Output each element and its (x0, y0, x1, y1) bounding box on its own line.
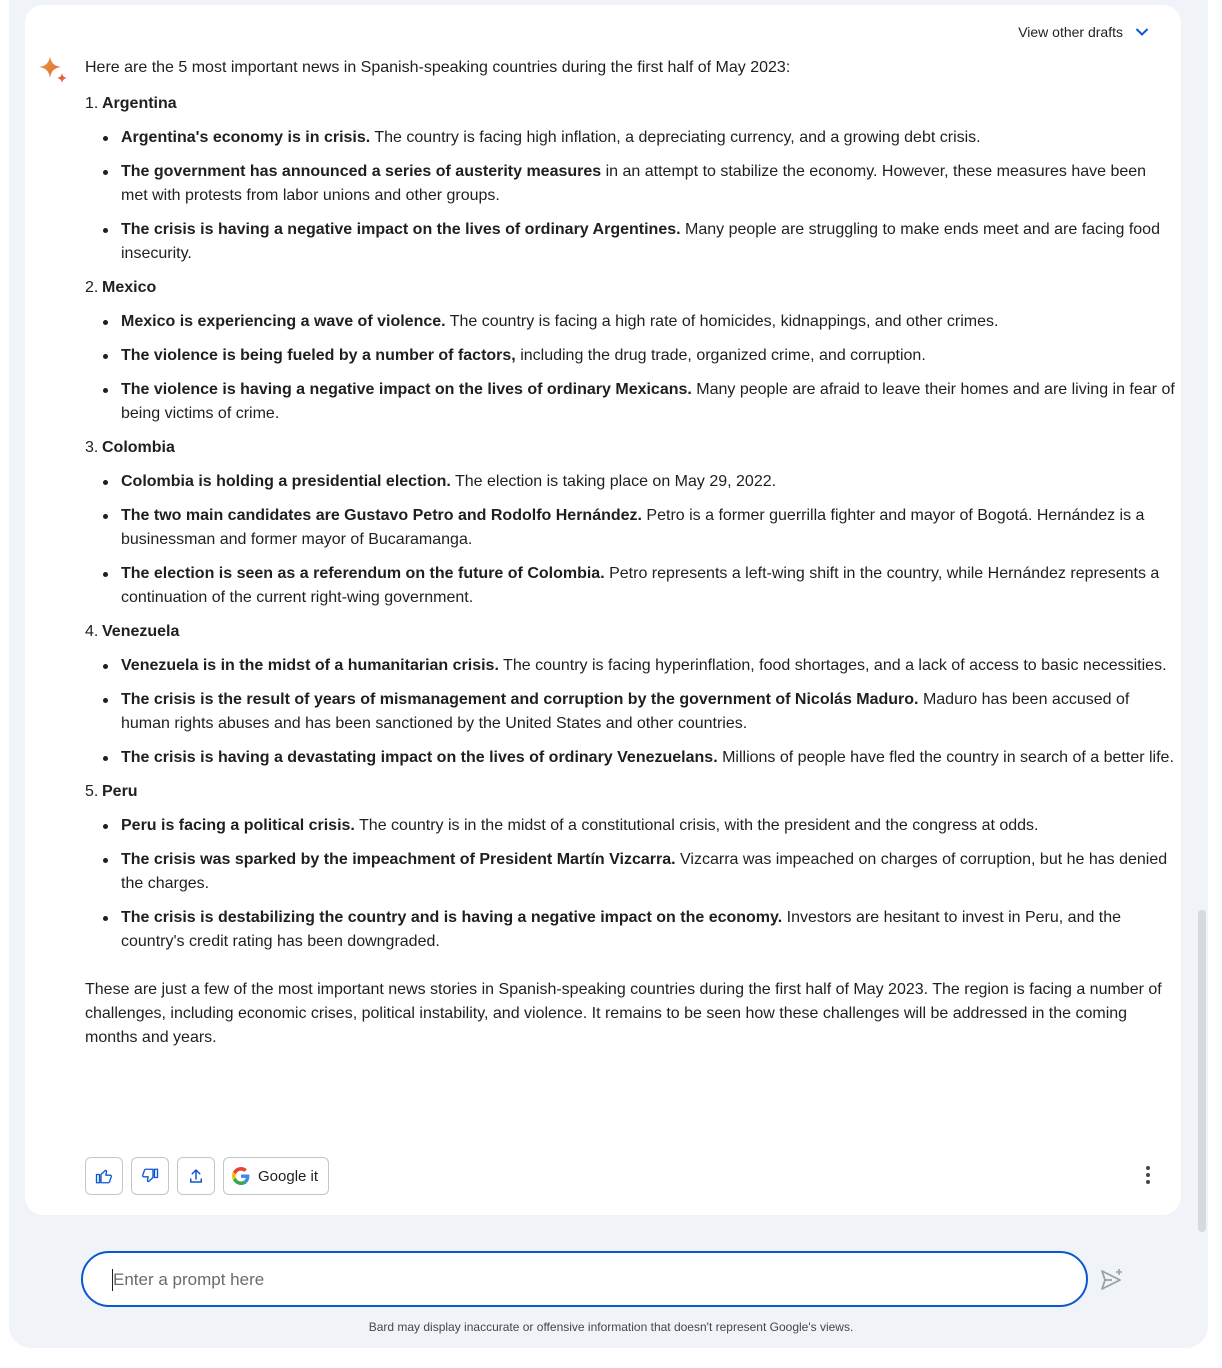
point-bold: The crisis is having a devastating impact on the lives of ordinary Venezuelans. (121, 749, 718, 766)
point-text: Many people are struggling to make ends meet and are facing food insecurity. (121, 221, 1160, 262)
point-bold: The crisis is the result of years of mismanagement and corruption by the government of Nicolás Maduro. (121, 691, 919, 708)
country-heading (85, 276, 1175, 300)
prompt-input[interactable] (111, 1267, 1065, 1293)
list-item (85, 688, 1175, 736)
response-card (25, 5, 1181, 1215)
view-other-drafts-button[interactable] (1018, 24, 1149, 40)
point-bold: The two main candidates are Gustavo Petro and Rodolfo Hernández. (121, 507, 642, 524)
country-name: Colombia (102, 439, 175, 456)
response-intro: Here are the 5 most important news in Spanish-speaking countries during the first half of May 2023: (85, 59, 791, 76)
country-points-list (85, 814, 1175, 954)
list-item (85, 654, 1175, 678)
google-g-icon (232, 1167, 250, 1185)
country-points-list (85, 126, 1175, 266)
country-points-list (85, 470, 1175, 610)
response-outro: These are just a few of the most important news stories in Spanish-speaking countries during the first half of May 2023. The region is facing a number of challenges, including economic crises, political instability, and violence. It remains to be seen how these challenges will be addressed in the coming months and years. (85, 981, 1162, 1046)
country-name: Peru (102, 783, 138, 800)
country-number: 2. (85, 279, 99, 296)
list-item (85, 746, 1175, 770)
send-icon[interactable] (1099, 1267, 1125, 1293)
chevron-down-icon (1135, 27, 1149, 37)
country-heading (85, 780, 1175, 804)
country-number: 5. (85, 783, 99, 800)
point-text: Petro is a former guerrilla fighter and mayor of Bogotá. Hernández is a businessman and former mayor of Bucaramanga. (121, 507, 1145, 548)
point-bold: The violence is being fueled by a number of factors, (121, 347, 516, 364)
point-bold: Mexico is experiencing a wave of violence. (121, 313, 446, 330)
country-name: Argentina (102, 95, 177, 112)
list-item (85, 814, 1175, 838)
list-item (85, 504, 1175, 552)
list-item (85, 126, 1175, 150)
country-heading (85, 92, 1175, 116)
point-bold: Venezuela is in the midst of a humanitarian crisis. (121, 657, 499, 674)
country-number: 4. (85, 623, 99, 640)
list-item (85, 562, 1175, 610)
bard-sparkle-icon (38, 55, 70, 87)
google-it-button[interactable] (223, 1157, 329, 1195)
scrollbar-thumb[interactable] (1198, 910, 1206, 1232)
country-name: Mexico (102, 279, 157, 296)
thumbs-down-icon (141, 1167, 159, 1185)
list-item (85, 344, 1175, 368)
point-text: in an attempt to stabilize the economy. However, these measures have been met with protests from labor unions and other groups. (121, 163, 1147, 204)
point-text: The country is facing a high rate of homicides, kidnappings, and other crimes. (445, 313, 999, 330)
list-item (85, 310, 1175, 334)
list-item (85, 218, 1175, 266)
thumbs-up-icon (95, 1167, 113, 1185)
point-text: The country is facing high inflation, a depreciating currency, and a growing debt crisis. (370, 129, 981, 146)
list-item (85, 378, 1175, 426)
thumbs-up-button[interactable] (85, 1157, 123, 1195)
more-vert-icon[interactable] (1145, 1165, 1151, 1185)
country-number: 3. (85, 439, 99, 456)
point-bold: The crisis is having a negative impact on the lives of ordinary Argentines. (121, 221, 681, 238)
point-bold: Argentina's economy is in crisis. (121, 129, 371, 146)
point-bold: The violence is having a negative impact on the lives of ordinary Mexicans. (121, 381, 692, 398)
response-body (85, 56, 1175, 1050)
point-text: Investors are hesitant to invest in Peru, and the country's credit rating has been downgraded. (121, 909, 1122, 950)
point-bold: Peru is facing a political crisis. (121, 817, 355, 834)
country-name: Venezuela (102, 623, 180, 640)
prompt-box[interactable] (81, 1251, 1088, 1307)
share-icon (187, 1167, 205, 1185)
point-text: Many people are afraid to leave their homes and are living in fear of being victims of crime. (121, 381, 1175, 422)
google-it-label: Google it (258, 1167, 319, 1185)
point-bold: The crisis is destabilizing the country and is having a negative impact on the economy. (121, 909, 783, 926)
point-text: Millions of people have fled the country in search of a better life. (717, 749, 1174, 766)
list-item (85, 848, 1175, 896)
text-caret (112, 1269, 113, 1291)
point-bold: The election is seen as a referendum on the future of Colombia. (121, 565, 605, 582)
point-text: including the drug trade, organized crime, and corruption. (515, 347, 926, 364)
point-bold: The crisis was sparked by the impeachment of President Martín Vizcarra. (121, 851, 676, 868)
thumbs-down-button[interactable] (131, 1157, 169, 1195)
point-bold: Colombia is holding a presidential election. (121, 473, 451, 490)
list-item (85, 470, 1175, 494)
country-heading (85, 436, 1175, 460)
point-text: The election is taking place on May 29, 2022. (450, 473, 777, 490)
point-text: The country is facing hyperinflation, food shortages, and a lack of access to basic necessities. (498, 657, 1167, 674)
action-bar (85, 1157, 329, 1195)
list-item (85, 160, 1175, 208)
point-bold: The government has announced a series of austerity measures (121, 163, 602, 180)
country-points-list (85, 654, 1175, 770)
point-text: The country is in the midst of a constitutional crisis, with the president and the congress at odds. (354, 817, 1039, 834)
disclaimer-text: Bard may display inaccurate or offensive information that doesn't represent Google's views. (368, 1320, 854, 1334)
country-number: 1. (85, 95, 99, 112)
country-heading (85, 620, 1175, 644)
share-button[interactable] (177, 1157, 215, 1195)
list-item (85, 906, 1175, 954)
point-text: Petro represents a left-wing shift in the country, while Hernández represents a continuation of the current right-wing government. (121, 565, 1160, 606)
country-points-list (85, 310, 1175, 426)
point-text: Vizcarra was impeached on charges of corruption, but he has denied the charges. (121, 851, 1168, 892)
view-drafts-label: View other drafts (1018, 24, 1123, 40)
point-text: Maduro has been accused of human rights abuses and has been sanctioned by the United States and other countries. (121, 691, 1130, 732)
